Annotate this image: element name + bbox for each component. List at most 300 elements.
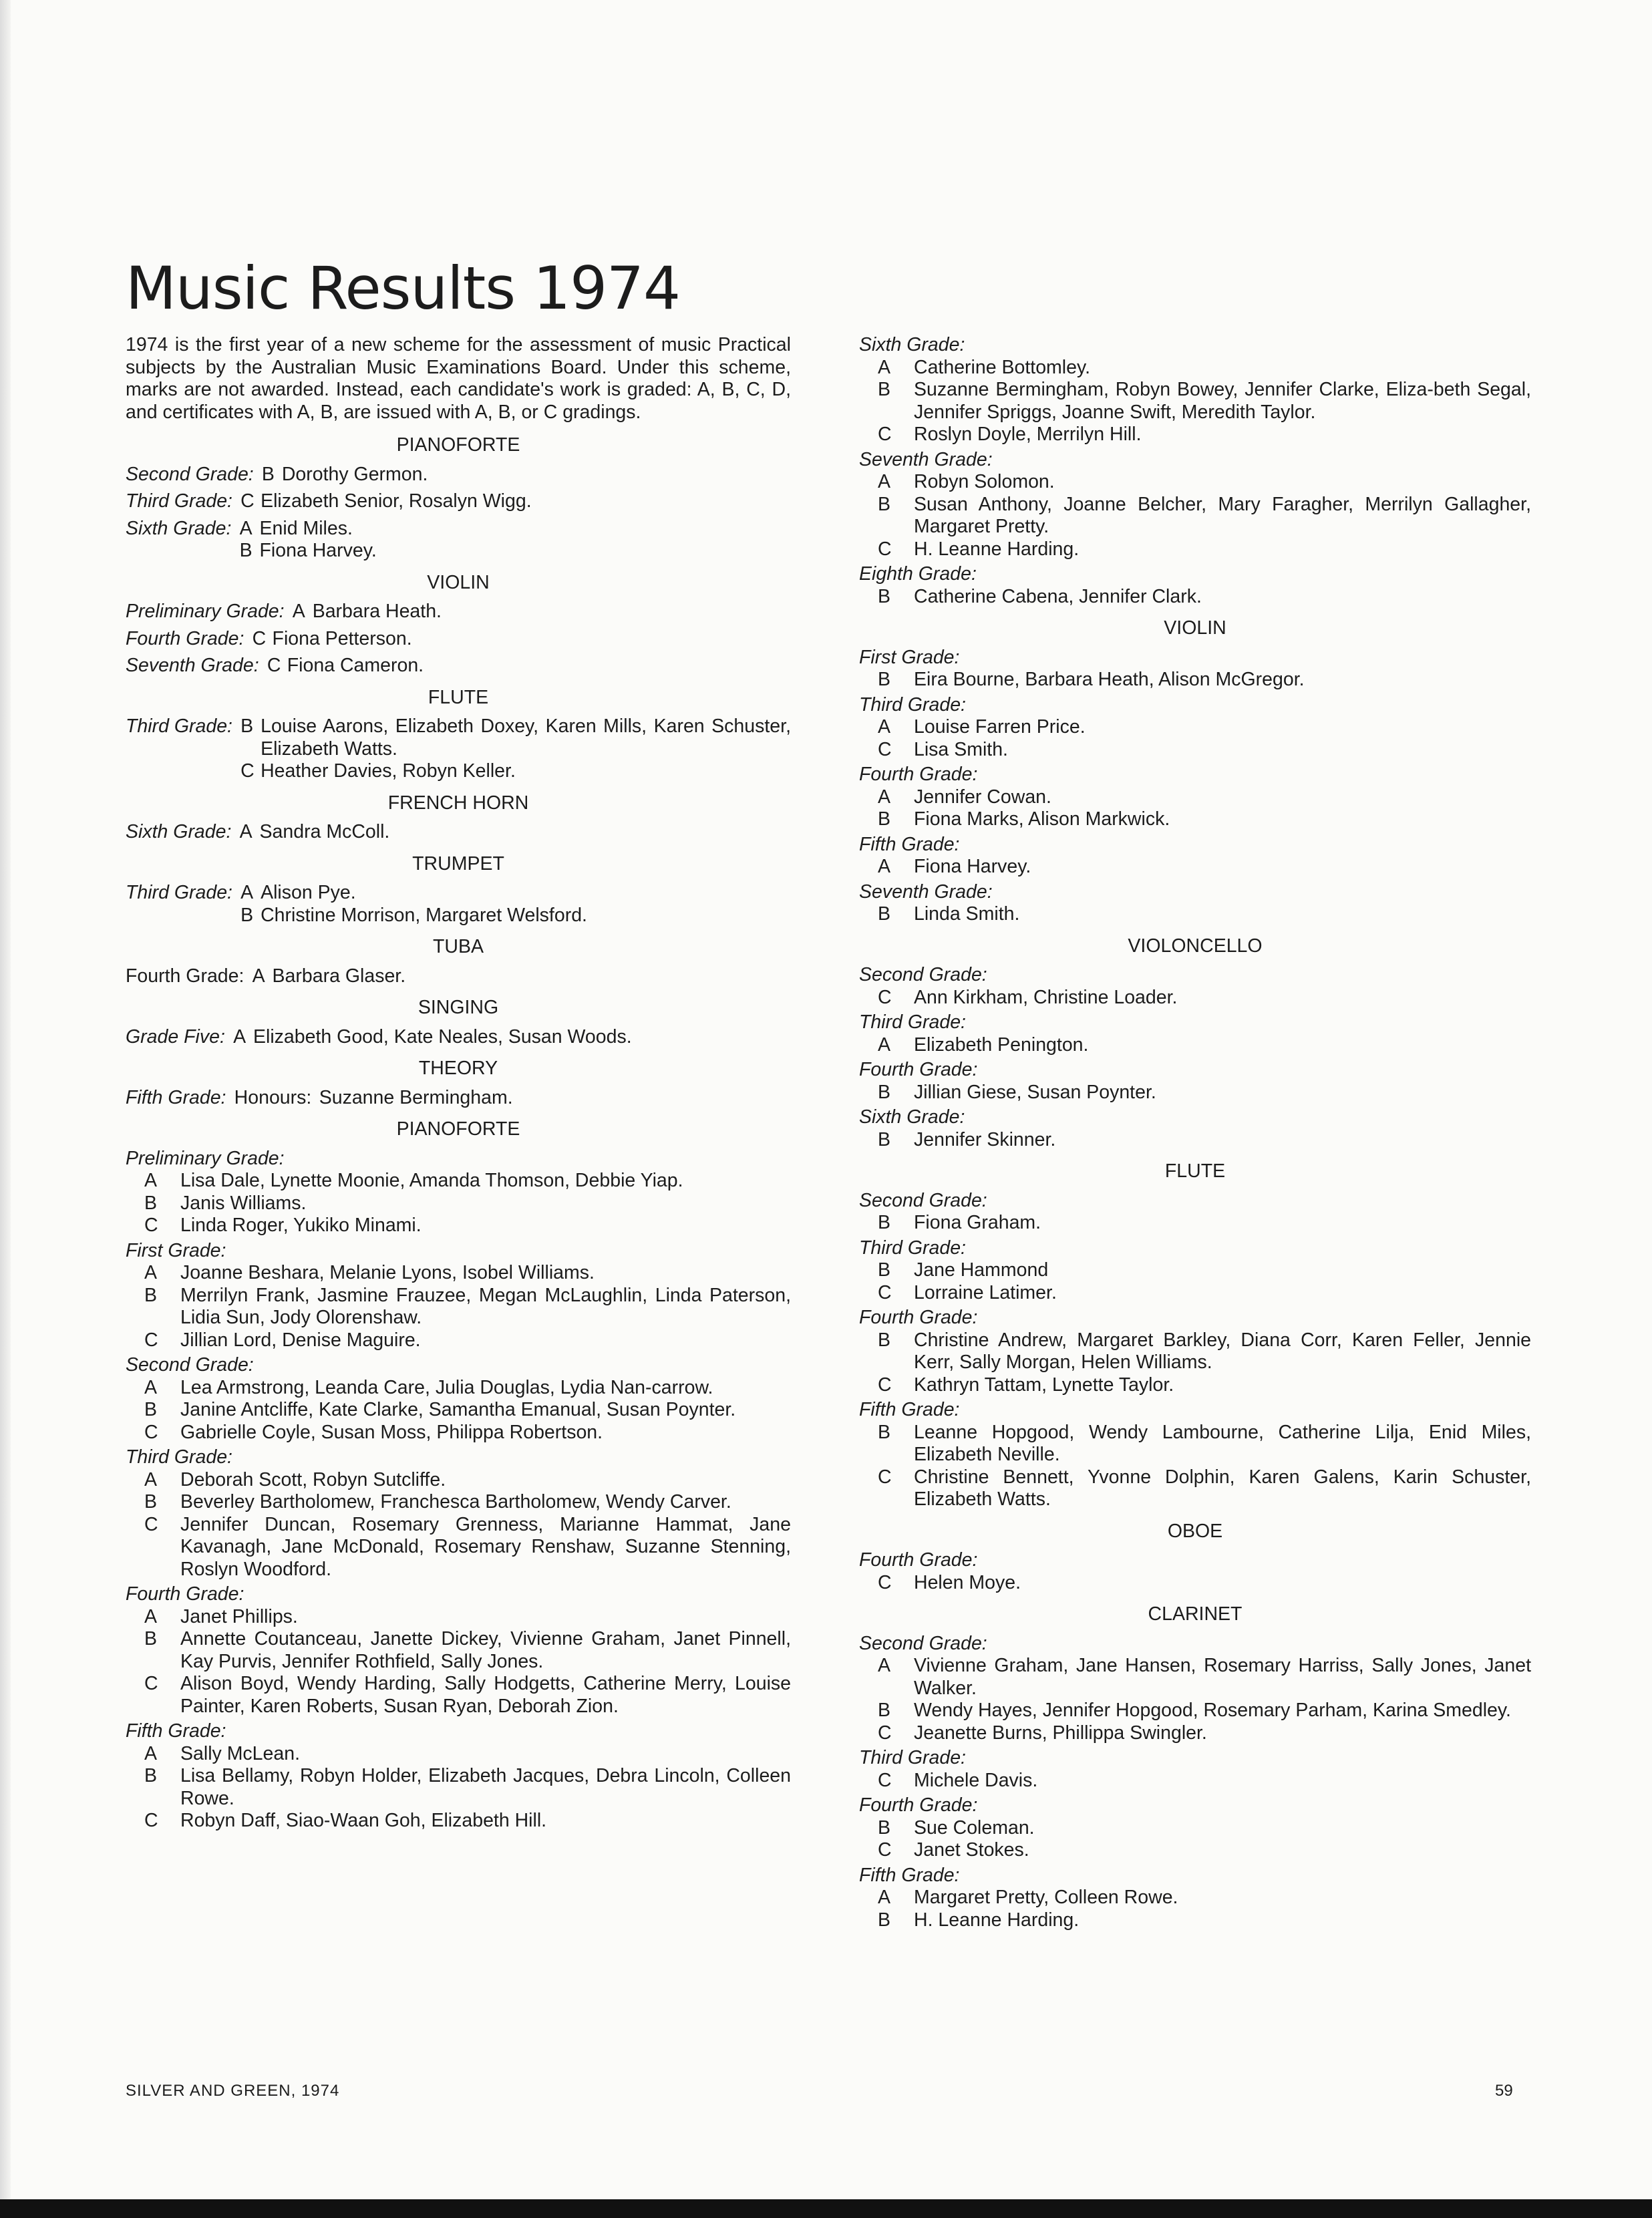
result-entry xyxy=(126,1469,791,1492)
section-heading: CLARINET xyxy=(1148,1603,1243,1625)
grade-label: Second Grade: xyxy=(126,1354,254,1376)
result-entry xyxy=(238,490,532,513)
result-entry xyxy=(859,1839,1531,1862)
grade-letter: B xyxy=(878,585,891,607)
grade-letter: C xyxy=(878,424,892,445)
grade-group xyxy=(859,1106,1531,1151)
grade-row xyxy=(126,882,791,927)
grade-label: Fourth Grade: xyxy=(859,1307,978,1328)
grade-group xyxy=(126,1720,791,1833)
grade-label: Fifth Grade: xyxy=(859,1399,960,1420)
grade-letter: A xyxy=(144,1742,158,1764)
student-names: Christine Morrison, Margaret Welsford. xyxy=(261,904,587,926)
result-entry xyxy=(859,1082,1531,1104)
result-entry xyxy=(859,424,1531,446)
result-entry xyxy=(126,1422,791,1444)
section-heading: SINGING xyxy=(418,997,499,1018)
grade-letter: A xyxy=(239,821,253,842)
section-heading: FRENCH HORN xyxy=(387,792,529,814)
grade-row xyxy=(126,601,791,623)
grade-label-text: Third Grade: xyxy=(126,882,232,903)
grade-entries xyxy=(236,821,389,844)
grade-letter: C xyxy=(878,1374,892,1396)
grade-label-text: Sixth Grade: xyxy=(126,821,232,842)
grade-letter: B xyxy=(878,1212,891,1233)
student-names: Alison Boyd, Wendy Harding, Sally Hodgetts, Catherine Merry, Louise Painter, Karen Roberts, Susan Ryan, Deborah Zion. xyxy=(180,1673,791,1717)
student-names: H. Leanne Harding. xyxy=(914,1909,1080,1931)
grade-group xyxy=(859,1307,1531,1396)
result-entry xyxy=(859,1655,1531,1700)
student-names: Fiona Petterson. xyxy=(272,627,412,649)
grade-letter: A xyxy=(144,1170,158,1191)
grade-letter: B xyxy=(878,1909,891,1931)
grade-group xyxy=(859,834,1531,879)
result-entry xyxy=(249,628,411,651)
grade-label xyxy=(126,628,249,651)
result-entry xyxy=(859,1034,1531,1057)
student-names: Linda Smith. xyxy=(914,903,1020,925)
grade-letter: A xyxy=(144,1376,158,1398)
grade-group xyxy=(859,764,1531,831)
student-names: Barbara Heath. xyxy=(312,601,442,622)
student-names: Robyn Solomon. xyxy=(914,471,1055,492)
grade-group xyxy=(859,1399,1531,1511)
grade-label: Third Grade: xyxy=(859,693,966,716)
result-entry xyxy=(859,1909,1531,1932)
student-names: Elizabeth Senior, Rosalyn Wigg. xyxy=(261,490,532,512)
student-names: Jennifer Skinner. xyxy=(914,1128,1056,1150)
grade-group xyxy=(859,563,1531,608)
result-entry xyxy=(859,357,1531,379)
grade-group xyxy=(859,1794,1531,1862)
student-names: Michele Davis. xyxy=(914,1769,1038,1791)
result-entry xyxy=(859,903,1531,926)
result-entry xyxy=(126,1673,791,1718)
result-entry xyxy=(859,1572,1531,1595)
result-entry xyxy=(126,1514,791,1581)
grade-letter: C xyxy=(144,1215,158,1236)
student-names: Catherine Cabena, Jennifer Clark. xyxy=(914,585,1202,607)
grade-letter: C xyxy=(144,1421,158,1443)
grade-entries xyxy=(265,655,424,677)
grade-letter: B xyxy=(240,716,254,737)
grade-group xyxy=(859,1633,1531,1745)
result-entry xyxy=(859,669,1531,691)
result-entry xyxy=(249,965,405,988)
grade-label: Third Grade: xyxy=(859,1747,966,1768)
grade-row xyxy=(126,1026,791,1049)
grade-row xyxy=(126,518,791,563)
result-entry xyxy=(230,1026,632,1049)
result-entry xyxy=(126,1743,791,1766)
result-entry xyxy=(265,655,424,677)
student-names: Jennifer Duncan, Rosemary Grenness, Marianne Hammat, Jane Kavanagh, Jane McDonald, Rosemary Renshaw, Suzanne Stenning, Roslyn Woodford. xyxy=(180,1513,791,1580)
grade-letter: B xyxy=(240,904,254,926)
grade-letter: B xyxy=(261,463,275,485)
grade-letter: B xyxy=(144,1284,158,1306)
grade-letter: A xyxy=(878,1655,891,1676)
grade-label-text: Third Grade: xyxy=(126,490,232,512)
grade-letter: B xyxy=(878,903,891,925)
grade-row xyxy=(126,490,791,513)
result-entry xyxy=(859,1259,1531,1282)
grade-letter: A xyxy=(144,1605,158,1627)
student-names: Leanne Hopgood, Wendy Lambourne, Catherine Lilja, Enid Miles, Elizabeth Neville. xyxy=(914,1421,1531,1465)
result-entry xyxy=(859,1422,1531,1466)
result-entry xyxy=(859,1329,1531,1374)
grade-row xyxy=(126,821,791,844)
student-names: Heather Davies, Robyn Keller. xyxy=(261,760,516,782)
grade-label: Fourth Grade: xyxy=(126,1583,244,1605)
grade-letter: C xyxy=(878,1722,892,1744)
grade-letter: B xyxy=(878,1700,891,1721)
student-names: Deborah Scott, Robyn Sutcliffe. xyxy=(180,1468,446,1490)
grade-label-text: Second Grade: xyxy=(126,463,254,485)
grade-letter: B xyxy=(144,1192,158,1214)
grade-row xyxy=(126,1087,791,1110)
result-entry xyxy=(259,464,428,486)
result-entry xyxy=(859,1212,1531,1235)
grade-group xyxy=(859,1190,1531,1235)
grade-letter: A xyxy=(878,856,891,877)
grade-row xyxy=(126,716,791,783)
grade-label: Eighth Grade: xyxy=(859,563,977,585)
result-entry xyxy=(859,586,1531,609)
grade-label: Seventh Grade: xyxy=(859,881,993,903)
footer-page-number: 59 xyxy=(1495,2082,1513,2100)
student-names: Suzanne Bermingham, Robyn Bowey, Jennifer Clarke, Eliza-beth Segal, Jennifer Spriggs, Joanne Swift, Meredith Taylor. xyxy=(914,379,1531,423)
grade-label xyxy=(126,965,249,988)
result-entry xyxy=(126,1810,791,1833)
result-entry xyxy=(859,808,1531,831)
student-names: Susan Anthony, Joanne Belcher, Mary Faragher, Merrilyn Gallagher, Margaret Pretty. xyxy=(914,493,1531,537)
grade-entries xyxy=(236,518,376,563)
grade-group xyxy=(859,964,1531,1009)
student-names: Elizabeth Penington. xyxy=(914,1034,1089,1056)
result-entry xyxy=(859,856,1531,879)
grade-group xyxy=(126,1583,791,1718)
grade-label xyxy=(126,821,236,844)
student-names: Fiona Graham. xyxy=(914,1212,1041,1233)
grade-entries xyxy=(249,965,405,988)
grade-entries xyxy=(259,464,428,486)
result-entry xyxy=(126,1765,791,1810)
grade-letter: C xyxy=(144,1673,158,1694)
grade-label xyxy=(126,490,238,513)
grade-letter: B xyxy=(144,1399,158,1420)
student-names: Sally McLean. xyxy=(180,1742,301,1764)
student-names: Fiona Cameron. xyxy=(287,655,424,676)
grade-label: Third Grade: xyxy=(126,1446,232,1468)
grade-letter: B xyxy=(878,1816,891,1839)
grade-entries xyxy=(249,628,411,651)
grade-letter: A xyxy=(878,356,891,378)
right-column xyxy=(859,334,1531,1934)
grade-letter: C xyxy=(240,490,255,512)
result-entry xyxy=(859,1374,1531,1397)
grade-letter: B xyxy=(878,1081,891,1103)
grade-label: Preliminary Grade: xyxy=(126,1147,285,1169)
grade-label: Third Grade: xyxy=(859,1011,966,1033)
section-heading: PIANOFORTE xyxy=(396,434,520,456)
grade-letter: A xyxy=(252,965,265,987)
grade-group xyxy=(859,334,1531,446)
page-edge xyxy=(0,0,11,2218)
pianoforte-list-results xyxy=(126,1118,791,1833)
grade-letter: A xyxy=(233,1025,246,1048)
section-heading: VIOLONCELLO xyxy=(1128,935,1263,957)
result-entry xyxy=(290,601,442,623)
section-heading: VIOLIN xyxy=(1164,617,1226,639)
section-heading: FLUTE xyxy=(1164,1160,1226,1182)
grade-label-text: Fourth Grade: xyxy=(126,965,244,987)
grade-letter: A xyxy=(144,1262,158,1283)
result-entry xyxy=(859,538,1531,561)
result-entry xyxy=(231,1087,512,1110)
result-entry xyxy=(236,821,389,844)
student-names: Dorothy Germon. xyxy=(281,463,428,485)
grade-letter: A xyxy=(878,1887,891,1908)
student-names: Fiona Marks, Alison Markwick. xyxy=(914,808,1170,830)
section-heading: VIOLIN xyxy=(427,571,490,593)
grade-label: Sixth Grade: xyxy=(859,1106,965,1128)
student-names: Roslyn Doyle, Merrilyn Hill. xyxy=(914,424,1142,445)
grade-letter: C xyxy=(240,760,255,782)
grade-letter: B xyxy=(239,540,253,561)
student-names: Barbara Glaser. xyxy=(272,965,406,987)
grade-label: Fourth Grade: xyxy=(859,1549,978,1571)
result-entry xyxy=(126,1491,791,1514)
grade-label xyxy=(126,716,238,783)
grade-letter: B xyxy=(878,1329,891,1351)
section-heading: TRUMPET xyxy=(412,852,504,875)
grade-letter: C xyxy=(878,986,892,1008)
grade-entries xyxy=(238,490,532,513)
grade-letter: B xyxy=(144,1765,158,1786)
grade-letter: B xyxy=(878,1259,891,1281)
result-entry xyxy=(238,716,791,760)
grade-group xyxy=(859,881,1531,926)
student-names: Jennifer Cowan. xyxy=(914,786,1051,808)
grade-letter: B xyxy=(878,669,891,690)
student-names: Janet Phillips. xyxy=(180,1605,298,1627)
grade-entries xyxy=(231,1087,512,1110)
student-names: Merrilyn Frank, Jasmine Frauzee, Megan McLaughlin, Linda Paterson, Lidia Sun, Jody Olorenshaw. xyxy=(180,1284,791,1328)
section-heading: PIANOFORTE xyxy=(396,1118,520,1140)
result-entry xyxy=(859,379,1531,424)
student-names: Sandra McColl. xyxy=(259,821,390,842)
student-names: Robyn Daff, Siao-Waan Goh, Elizabeth Hill. xyxy=(180,1810,547,1831)
grade-label: First Grade: xyxy=(859,646,960,668)
grade-label-text: Preliminary Grade: xyxy=(126,601,285,622)
grade-row xyxy=(126,965,791,988)
result-entry xyxy=(126,1193,791,1215)
grade-label xyxy=(126,882,238,927)
grade-label-text: Fifth Grade: xyxy=(126,1086,226,1108)
grade-label: Seventh Grade: xyxy=(859,448,993,470)
grade-letter: B xyxy=(878,1128,891,1150)
student-names: Elizabeth Good, Kate Neales, Susan Woods. xyxy=(253,1025,632,1048)
result-entry xyxy=(859,471,1531,494)
student-names: Janine Antcliffe, Kate Clarke, Samantha Emanual, Susan Poynter. xyxy=(180,1399,736,1420)
grade-group xyxy=(126,1354,791,1444)
result-entry xyxy=(859,1466,1531,1511)
result-entry xyxy=(859,1887,1531,1909)
student-names: Louise Aarons, Elizabeth Doxey, Karen Mills, Karen Schuster, Elizabeth Watts. xyxy=(261,716,791,760)
grade-label xyxy=(126,601,290,623)
grade-group xyxy=(859,1237,1531,1305)
student-names: Jillian Giese, Susan Poynter. xyxy=(914,1081,1156,1103)
grade-row xyxy=(126,655,791,677)
student-names: Christine Bennett, Yvonne Dolphin, Karen Galens, Karin Schuster, Elizabeth Watts. xyxy=(914,1466,1531,1510)
grade-letter: C xyxy=(878,1466,892,1488)
grade-letter: Honours: xyxy=(234,1086,312,1108)
grade-group xyxy=(859,694,1531,762)
result-entry xyxy=(859,987,1531,1009)
grade-label: Second Grade: xyxy=(859,1632,987,1654)
grade-group xyxy=(859,1011,1531,1056)
grade-group xyxy=(126,1148,791,1237)
inline-results xyxy=(126,434,791,1109)
student-names: Vivienne Graham, Jane Hansen, Rosemary Harriss, Sally Jones, Janet Walker. xyxy=(914,1655,1531,1699)
result-entry xyxy=(126,1606,791,1629)
result-entry xyxy=(859,1700,1531,1722)
result-entry xyxy=(238,882,587,905)
student-names: Catherine Bottomley. xyxy=(914,356,1091,378)
result-entry xyxy=(238,760,791,783)
page-title: Music Results 1974 xyxy=(126,254,681,323)
student-names: Janet Stokes. xyxy=(914,1839,1029,1861)
grade-label: Fourth Grade: xyxy=(859,1794,978,1816)
footer-publication: SILVER AND GREEN, 1974 xyxy=(126,2082,340,2100)
student-names: Suzanne Bermingham. xyxy=(319,1086,513,1108)
result-entry xyxy=(236,540,376,563)
result-entry xyxy=(859,1282,1531,1305)
grade-label: Fifth Grade: xyxy=(859,1864,960,1886)
student-names: Lea Armstrong, Leanda Care, Julia Douglas, Lydia Nan-carrow. xyxy=(180,1376,713,1398)
student-names: Alison Pye. xyxy=(261,882,356,903)
grade-group xyxy=(859,1059,1531,1104)
grade-group xyxy=(859,647,1531,691)
result-entry xyxy=(126,1170,791,1193)
result-entry xyxy=(126,1329,791,1352)
grade-group xyxy=(859,1747,1531,1792)
grade-label-text: Third Grade: xyxy=(126,716,232,737)
grade-letter: A xyxy=(878,716,891,738)
grade-row xyxy=(126,628,791,651)
grade-label: First Grade: xyxy=(126,1239,226,1261)
grade-letter: B xyxy=(878,1421,891,1443)
student-names: Fiona Harvey. xyxy=(259,540,377,561)
grade-letter: C xyxy=(878,1839,892,1861)
student-names: Janis Williams. xyxy=(180,1192,307,1214)
student-names: Helen Moye. xyxy=(914,1571,1021,1593)
student-names: Fiona Harvey. xyxy=(914,856,1031,877)
grade-label-text: Seventh Grade: xyxy=(126,655,259,676)
grade-letter: C xyxy=(878,738,892,760)
result-entry xyxy=(126,1262,791,1285)
result-entry xyxy=(859,1817,1531,1840)
grade-entries xyxy=(290,601,442,623)
grade-letter: A xyxy=(144,1468,158,1490)
grade-entries xyxy=(238,882,587,927)
result-entry xyxy=(126,1285,791,1329)
student-names: Christine Andrew, Margaret Barkley, Diana Corr, Karen Feller, Jennie Kerr, Sally Morgan, Helen Williams. xyxy=(914,1329,1531,1373)
result-entry xyxy=(126,1215,791,1237)
student-names: Sue Coleman. xyxy=(914,1816,1035,1839)
scan-bottom-edge xyxy=(0,2199,1652,2218)
student-names: Jane Hammond xyxy=(914,1259,1049,1281)
result-entry xyxy=(238,905,587,927)
grade-group xyxy=(126,1240,791,1352)
left-column xyxy=(126,334,791,1835)
grade-letter: C xyxy=(144,1329,158,1351)
grade-group xyxy=(126,1446,791,1581)
student-names: Lorraine Latimer. xyxy=(914,1281,1057,1303)
grade-label xyxy=(126,1087,231,1110)
result-entry xyxy=(236,518,376,540)
result-entry xyxy=(859,1129,1531,1152)
grade-letter: C xyxy=(144,1513,158,1535)
grade-entries xyxy=(238,716,791,783)
result-entry xyxy=(859,786,1531,809)
result-entry xyxy=(859,739,1531,762)
student-names: Lisa Dale, Lynette Moonie, Amanda Thomson, Debbie Yiap. xyxy=(180,1170,683,1191)
student-names: Annette Coutanceau, Janette Dickey, Vivienne Graham, Janet Pinnell, Kay Purvis, Jennifer Rothfield, Sally Jones. xyxy=(180,1628,791,1672)
grade-letter: A xyxy=(239,517,253,539)
section-heading: OBOE xyxy=(1167,1520,1223,1542)
student-names: Ann Kirkham, Christine Loader. xyxy=(914,986,1178,1008)
grade-letter: C xyxy=(878,538,892,560)
grade-label: Fourth Grade: xyxy=(859,764,978,785)
grade-letter: B xyxy=(878,808,891,830)
result-entry xyxy=(859,1722,1531,1745)
grade-letter: A xyxy=(292,601,305,622)
result-entry xyxy=(126,1399,791,1422)
grade-label: Sixth Grade: xyxy=(859,334,965,355)
student-names: Louise Farren Price. xyxy=(914,716,1086,738)
student-names: Eira Bourne, Barbara Heath, Alison McGregor. xyxy=(914,669,1305,690)
grade-label: Fifth Grade: xyxy=(859,833,960,855)
intro-paragraph: 1974 is the first year of a new scheme for the assessment of music Practical subjects by the Australian Music Examinations Board. Under this scheme, marks are not awarded. Instead, each candidate's work is graded: A, B, C, D, and certificates with A, B, are issued with A, B, or C gradings. xyxy=(126,334,791,423)
grade-letter: A xyxy=(878,1034,891,1056)
grade-label xyxy=(126,655,265,677)
result-entry xyxy=(859,1770,1531,1792)
section-heading: THEORY xyxy=(418,1058,498,1079)
grade-letter: C xyxy=(878,1769,892,1791)
grade-label xyxy=(126,518,236,563)
grade-label: Second Grade: xyxy=(859,964,987,985)
grade-letter: B xyxy=(878,379,891,400)
student-names: Lisa Bellamy, Robyn Holder, Elizabeth Jacques, Debra Lincoln, Colleen Rowe. xyxy=(180,1765,791,1809)
grade-letter: A xyxy=(878,786,891,808)
result-entry xyxy=(859,716,1531,739)
student-names: H. Leanne Harding. xyxy=(914,538,1080,560)
grade-letter: C xyxy=(878,1281,892,1303)
student-names: Jillian Lord, Denise Maguire. xyxy=(180,1329,421,1351)
grade-label-text: Sixth Grade: xyxy=(126,517,232,539)
grade-letter: B xyxy=(144,1491,158,1513)
student-names: Beverley Bartholomew, Franchesca Bartholomew, Wendy Carver. xyxy=(180,1491,731,1513)
result-entry xyxy=(126,1377,791,1400)
section-heading: TUBA xyxy=(432,936,484,957)
grade-letter: B xyxy=(878,493,891,515)
section-heading: FLUTE xyxy=(428,686,489,708)
student-names: Kathryn Tattam, Lynette Taylor. xyxy=(914,1374,1174,1396)
student-names: Jeanette Burns, Phillippa Swingler. xyxy=(914,1722,1207,1744)
grade-letter: C xyxy=(267,655,281,676)
grade-label: Fifth Grade: xyxy=(126,1720,226,1742)
